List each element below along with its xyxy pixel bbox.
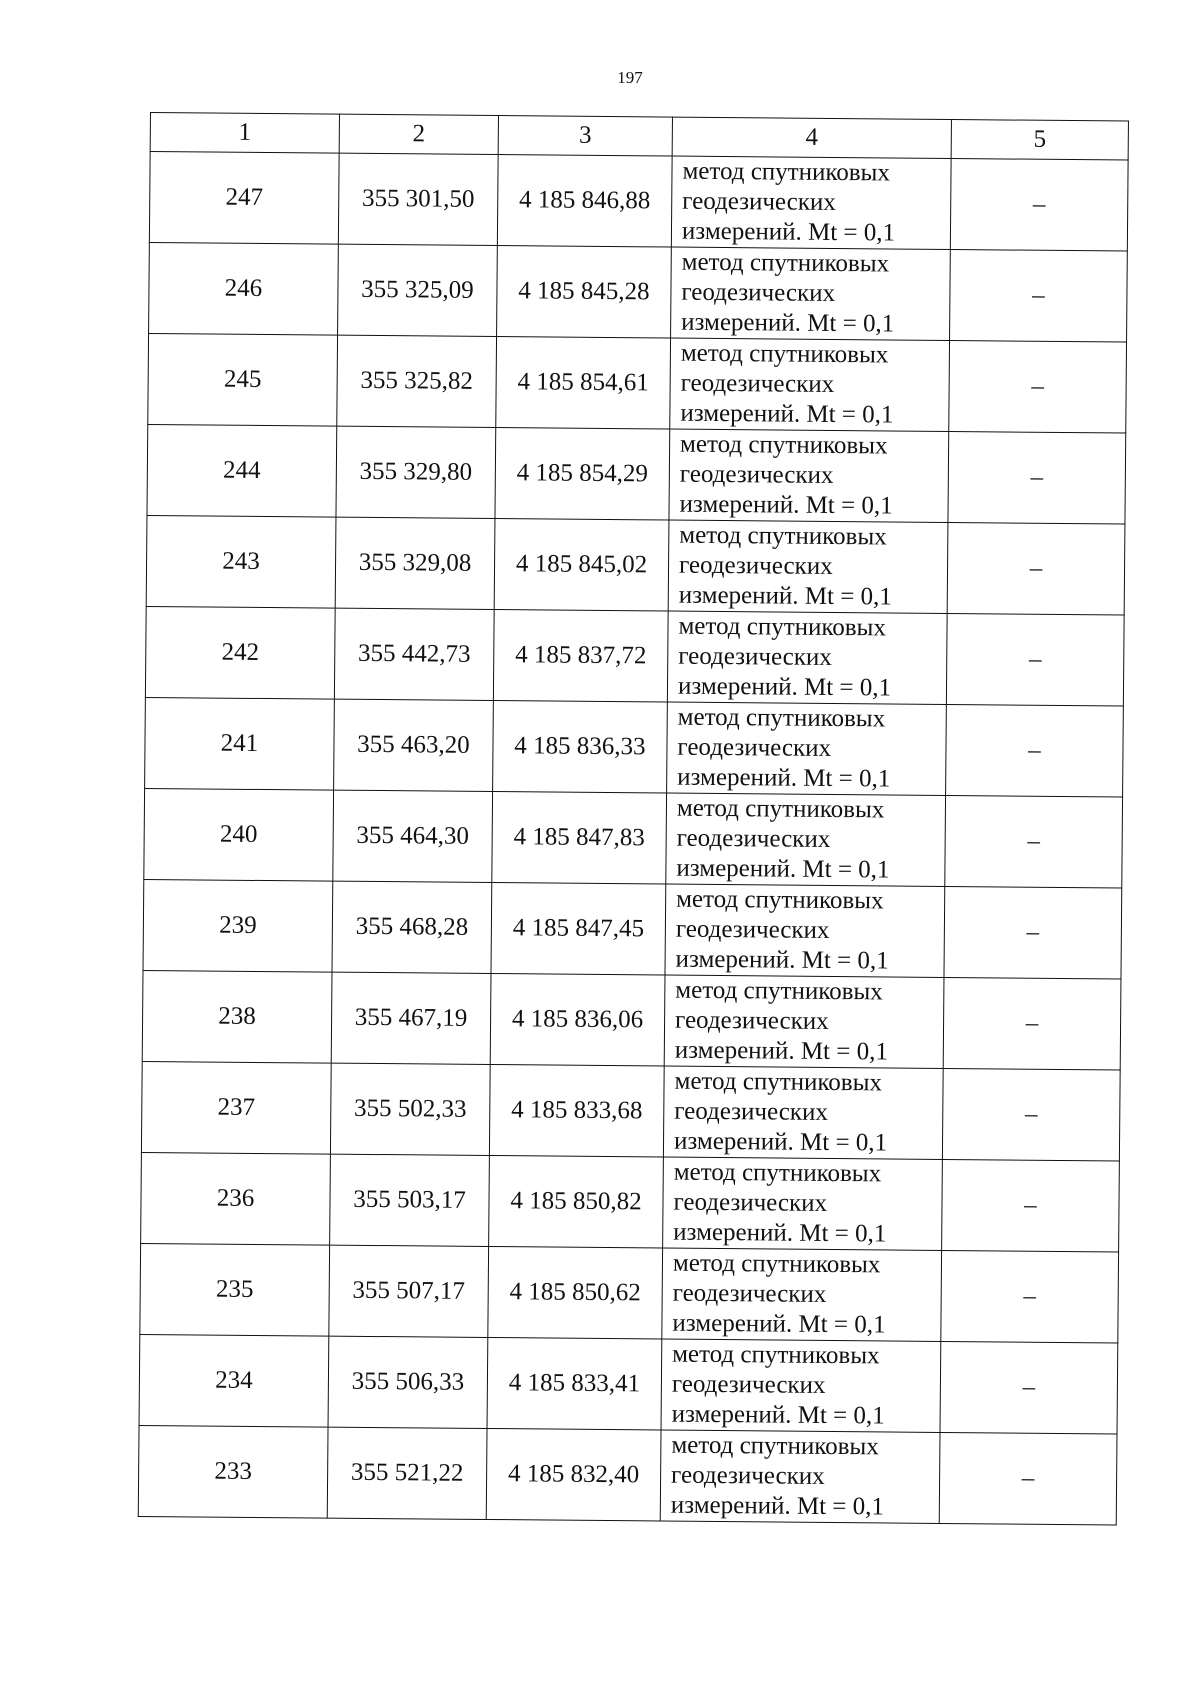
y-coordinate-cell: 4 185 836,33: [493, 701, 668, 794]
method-line: метод спутниковых: [677, 703, 886, 733]
point-number-cell: 237: [141, 1061, 331, 1154]
point-number-cell: 247: [149, 152, 339, 245]
x-coordinate-cell: 355 521,22: [327, 1427, 487, 1519]
method-cell: [670, 338, 950, 431]
note-cell: –: [942, 1068, 1120, 1161]
table-body: [138, 152, 1128, 1525]
method-cell: [664, 975, 944, 1068]
method-line: геодезических: [671, 1461, 825, 1490]
note-cell: –: [946, 613, 1124, 706]
y-coordinate-cell: 4 185 832,40: [486, 1428, 661, 1521]
table-row: [141, 1061, 1120, 1161]
x-coordinate-cell: 355 468,28: [332, 881, 492, 973]
method-line: измерений. Mt = 0,1: [680, 399, 894, 429]
method-line: измерений. Mt = 0,1: [677, 672, 892, 702]
x-coordinate-cell: 355 325,82: [337, 335, 497, 427]
point-number-cell: 241: [145, 697, 335, 790]
method-line: метод спутниковых: [680, 430, 888, 460]
point-number-cell: 246: [149, 242, 339, 335]
method-cell: [671, 156, 951, 249]
note-cell: –: [947, 522, 1125, 615]
method-cell: [665, 884, 945, 977]
method-line: метод спутниковых: [682, 157, 891, 187]
y-coordinate-cell: 4 185 837,72: [493, 610, 668, 703]
point-number-cell: 244: [147, 424, 337, 517]
table-row: [141, 1152, 1120, 1252]
x-coordinate-cell: 355 507,17: [329, 1245, 489, 1337]
method-line: измерений. Mt = 0,1: [681, 308, 895, 338]
note-cell: –: [949, 340, 1127, 433]
x-coordinate-cell: 355 463,20: [334, 699, 494, 791]
coordinates-table: [138, 112, 1129, 1525]
y-coordinate-cell: 4 185 833,68: [489, 1065, 664, 1158]
x-coordinate-cell: 355 502,33: [330, 1063, 490, 1155]
method-cell: [671, 247, 951, 340]
method-cell: [669, 429, 949, 522]
column-header-4: 4: [672, 117, 951, 158]
point-number-cell: 234: [139, 1334, 329, 1427]
method-line: геодезических: [673, 1188, 828, 1217]
method-cell: [667, 702, 947, 795]
table-row: [138, 1425, 1117, 1525]
column-header-3: 3: [498, 116, 672, 157]
table-row: [147, 424, 1126, 524]
method-line: геодезических: [681, 278, 836, 307]
table-row: [145, 606, 1124, 706]
method-line: геодезических: [678, 642, 832, 671]
method-line: геодезических: [675, 915, 830, 944]
page-number: 197: [617, 68, 643, 87]
method-line: геодезических: [682, 187, 836, 216]
point-number-cell: 242: [145, 606, 335, 699]
table-row: [144, 788, 1123, 888]
table-row: [146, 515, 1125, 615]
x-coordinate-cell: 355 467,19: [331, 972, 491, 1064]
point-number-cell: 240: [144, 788, 334, 881]
method-line: геодезических: [676, 824, 831, 853]
column-header-2: 2: [339, 114, 498, 154]
table-row: [142, 970, 1121, 1070]
method-line: метод спутниковых: [676, 794, 885, 824]
method-cell: [668, 520, 948, 613]
method-cell: [661, 1339, 941, 1432]
table-row: [140, 1243, 1119, 1343]
point-number-cell: 236: [141, 1152, 331, 1245]
y-coordinate-cell: 4 185 854,29: [495, 428, 670, 521]
method-line: геодезических: [677, 733, 832, 762]
method-line: метод спутниковых: [672, 1340, 880, 1370]
point-number-cell: 238: [142, 970, 332, 1063]
point-number-cell: 239: [143, 879, 333, 972]
method-line: метод спутниковых: [681, 248, 890, 278]
note-cell: –: [941, 1250, 1119, 1343]
method-line: измерений. Mt = 0,1: [671, 1400, 885, 1430]
method-line: измерений. Mt = 0,1: [670, 1491, 885, 1521]
method-line: геодезических: [672, 1279, 827, 1308]
method-line: измерений. Mt = 0,1: [672, 1309, 886, 1339]
y-coordinate-cell: 4 185 854,61: [496, 337, 671, 430]
method-line: измерений. Mt = 0,1: [681, 217, 896, 247]
x-coordinate-cell: 355 325,09: [338, 244, 498, 336]
note-cell: –: [944, 886, 1122, 979]
method-line: измерений. Mt = 0,1: [679, 490, 893, 520]
point-number-cell: 233: [138, 1425, 328, 1518]
x-coordinate-cell: 355 506,33: [328, 1336, 488, 1428]
y-coordinate-cell: 4 185 836,06: [490, 974, 665, 1067]
method-line: измерений. Mt = 0,1: [676, 854, 890, 884]
table-row: [143, 879, 1122, 979]
method-cell: [662, 1248, 942, 1341]
note-cell: –: [950, 158, 1128, 251]
table-row: [149, 242, 1128, 342]
table-row: [149, 152, 1128, 252]
note-cell: –: [940, 1341, 1118, 1434]
method-line: измерений. Mt = 0,1: [674, 1036, 889, 1066]
method-cell: [667, 611, 947, 704]
method-line: метод спутниковых: [679, 521, 887, 551]
y-coordinate-cell: 4 185 845,02: [494, 519, 669, 612]
y-coordinate-cell: 4 185 847,83: [492, 792, 667, 885]
method-line: метод спутниковых: [680, 339, 889, 369]
method-line: геодезических: [680, 369, 835, 398]
y-coordinate-cell: 4 185 847,45: [491, 883, 666, 976]
x-coordinate-cell: 355 329,08: [335, 517, 495, 609]
point-number-cell: 235: [140, 1243, 330, 1336]
note-cell: –: [945, 795, 1123, 888]
note-cell: –: [942, 1159, 1120, 1252]
method-line: метод спутниковых: [671, 1431, 879, 1461]
table-row: [145, 697, 1124, 797]
table-row: [139, 1334, 1118, 1434]
note-cell: –: [948, 431, 1126, 524]
y-coordinate-cell: 4 185 833,41: [487, 1337, 662, 1430]
method-line: измерений. Mt = 0,1: [673, 1127, 888, 1157]
method-line: метод спутниковых: [676, 885, 884, 915]
method-line: метод спутниковых: [673, 1158, 882, 1188]
method-line: метод спутниковых: [678, 612, 887, 642]
table-row: [148, 333, 1127, 433]
method-line: метод спутниковых: [675, 976, 883, 1006]
x-coordinate-cell: 355 329,80: [336, 426, 496, 518]
point-number-cell: 243: [146, 515, 336, 608]
x-coordinate-cell: 355 503,17: [330, 1154, 490, 1246]
method-cell: [666, 793, 946, 886]
method-line: измерений. Mt = 0,1: [677, 763, 891, 793]
note-cell: –: [939, 1432, 1117, 1525]
method-line: геодезических: [674, 1006, 829, 1035]
method-line: измерений. Mt = 0,1: [673, 1218, 887, 1248]
y-coordinate-cell: 4 185 846,88: [497, 155, 672, 248]
method-cell: [663, 1157, 943, 1250]
method-cell: [663, 1066, 943, 1159]
method-line: геодезических: [674, 1097, 829, 1126]
note-cell: –: [950, 249, 1128, 342]
method-line: геодезических: [678, 551, 833, 580]
method-line: геодезических: [679, 460, 834, 489]
note-cell: –: [946, 704, 1124, 797]
column-header-1: 1: [150, 113, 339, 154]
x-coordinate-cell: 355 464,30: [333, 790, 493, 882]
method-cell: [660, 1430, 940, 1523]
method-line: геодезических: [671, 1370, 826, 1399]
y-coordinate-cell: 4 185 850,82: [489, 1156, 664, 1249]
method-line: метод спутниковых: [672, 1249, 881, 1279]
method-line: метод спутниковых: [674, 1067, 883, 1097]
x-coordinate-cell: 355 442,73: [334, 608, 494, 700]
x-coordinate-cell: 355 301,50: [338, 153, 498, 245]
y-coordinate-cell: 4 185 845,28: [497, 246, 672, 339]
point-number-cell: 245: [148, 333, 338, 426]
method-line: измерений. Mt = 0,1: [675, 945, 889, 975]
y-coordinate-cell: 4 185 850,62: [488, 1246, 663, 1339]
column-header-5: 5: [951, 119, 1128, 160]
method-line: измерений. Mt = 0,1: [678, 581, 892, 611]
note-cell: –: [943, 977, 1121, 1070]
